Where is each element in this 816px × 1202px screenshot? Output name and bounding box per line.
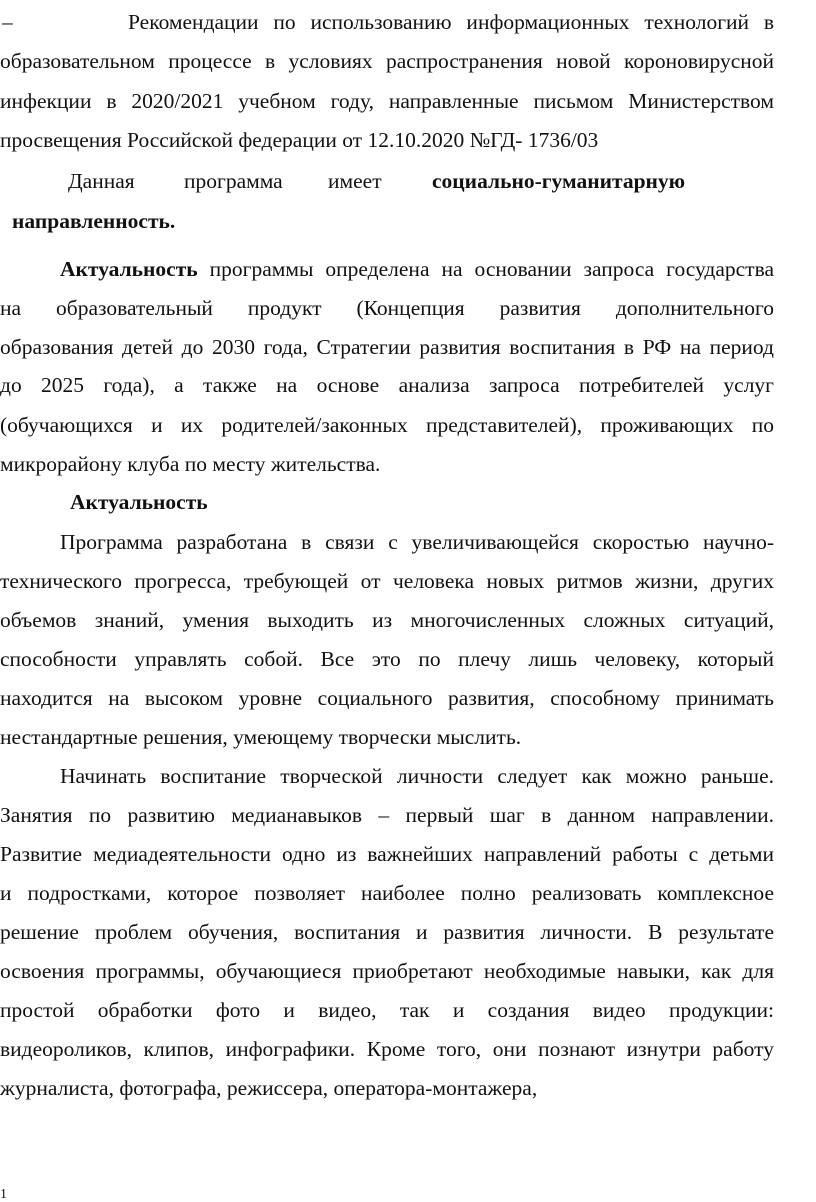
- para3-line-7: простой обработки фото и видео, так и создания видео продукции:: [0, 998, 774, 1022]
- para2-line-2: технического прогресса, требующей от человека новых ритмов жизни, других: [0, 569, 774, 593]
- para2-line-6: нестандартные решения, умеющему творчески мыслить.: [0, 725, 522, 749]
- para2-line-1: Программа разработана в связи с увеличивающейся скоростью научно-: [60, 530, 774, 554]
- footnote-mark: 1: [0, 1187, 7, 1202]
- para3-line-6: освоения программы, обучающиеся приобретают необходимые навыки, как для: [0, 959, 774, 983]
- relevance-line-1-rest: программы определена на основании запроса государства: [197, 257, 774, 281]
- para3-line-1: Начинать воспитание творческой личности следует как можно раньше.: [60, 764, 774, 788]
- para3-line-5: решение проблем обучения, воспитания и развития личности. В результате: [0, 920, 774, 944]
- para3-line-3: Развитие медиадеятельности одно из важнейших направлений работы с детьми: [0, 842, 774, 866]
- direction-emphasis: социально-гуманитарную: [432, 169, 686, 193]
- relevance-line-4: до 2025 года), а также на основе анализа запроса потребителей услуг: [0, 373, 774, 397]
- relevance-line-1: [60, 255, 774, 283]
- relevance-line-3: образования детей до 2030 года, Стратегии развития воспитания в РФ на период: [0, 335, 774, 359]
- para2-line-4: способности управлять собой. Все это по плечу лишь человеку, который: [0, 647, 774, 671]
- recommendation-line-2: образовательном процессе в условиях распространения новой короновирусной: [0, 49, 774, 73]
- recommendation-line-3: инфекции в 2020/2021 учебном году, направленные письмом Министерством: [0, 89, 774, 113]
- para2-line-5: находится на высоком уровне социального развития, способному принимать: [0, 686, 774, 710]
- direction-word-1: Данная: [68, 169, 135, 193]
- para3-line-2: Занятия по развитию медианавыков – первый шаг в данном направлении.: [0, 803, 774, 827]
- para3-line-8: видеороликов, клипов, инфографики. Кроме того, они познают изнутри работу: [0, 1037, 774, 1061]
- relevance-lead: Актуальность: [60, 257, 198, 281]
- relevance-line-5: (обучающихся и их родителей/законных представителей), проживающих по: [0, 413, 774, 437]
- para3-line-4: и подростками, которое позволяет наиболее полно реализовать комплексное: [0, 881, 774, 905]
- direction-word-3: имеет: [328, 169, 382, 193]
- direction-emphasis-cont: направленность.: [12, 209, 176, 233]
- relevance-line-6: микрорайону клуба по месту жительства.: [0, 452, 381, 476]
- para3-line-9: журналиста, фотографа, режиссера, оператора-монтажера,: [0, 1076, 538, 1100]
- relevance-line-2: на образовательный продукт (Концепция развития дополнительного: [0, 296, 774, 320]
- recommendation-line-4: просвещения Российской федерации от 12.10.2020 №ГД- 1736/03: [0, 128, 599, 152]
- section-heading: Актуальность: [70, 490, 208, 514]
- recommendation-line-1: Рекомендации по использованию информационных технологий в: [128, 10, 774, 34]
- direction-word-2: программа: [184, 169, 283, 193]
- list-dash: –: [2, 10, 13, 34]
- para2-line-3: объемов знаний, умения выходить из многочисленных сложных ситуаций,: [0, 608, 774, 632]
